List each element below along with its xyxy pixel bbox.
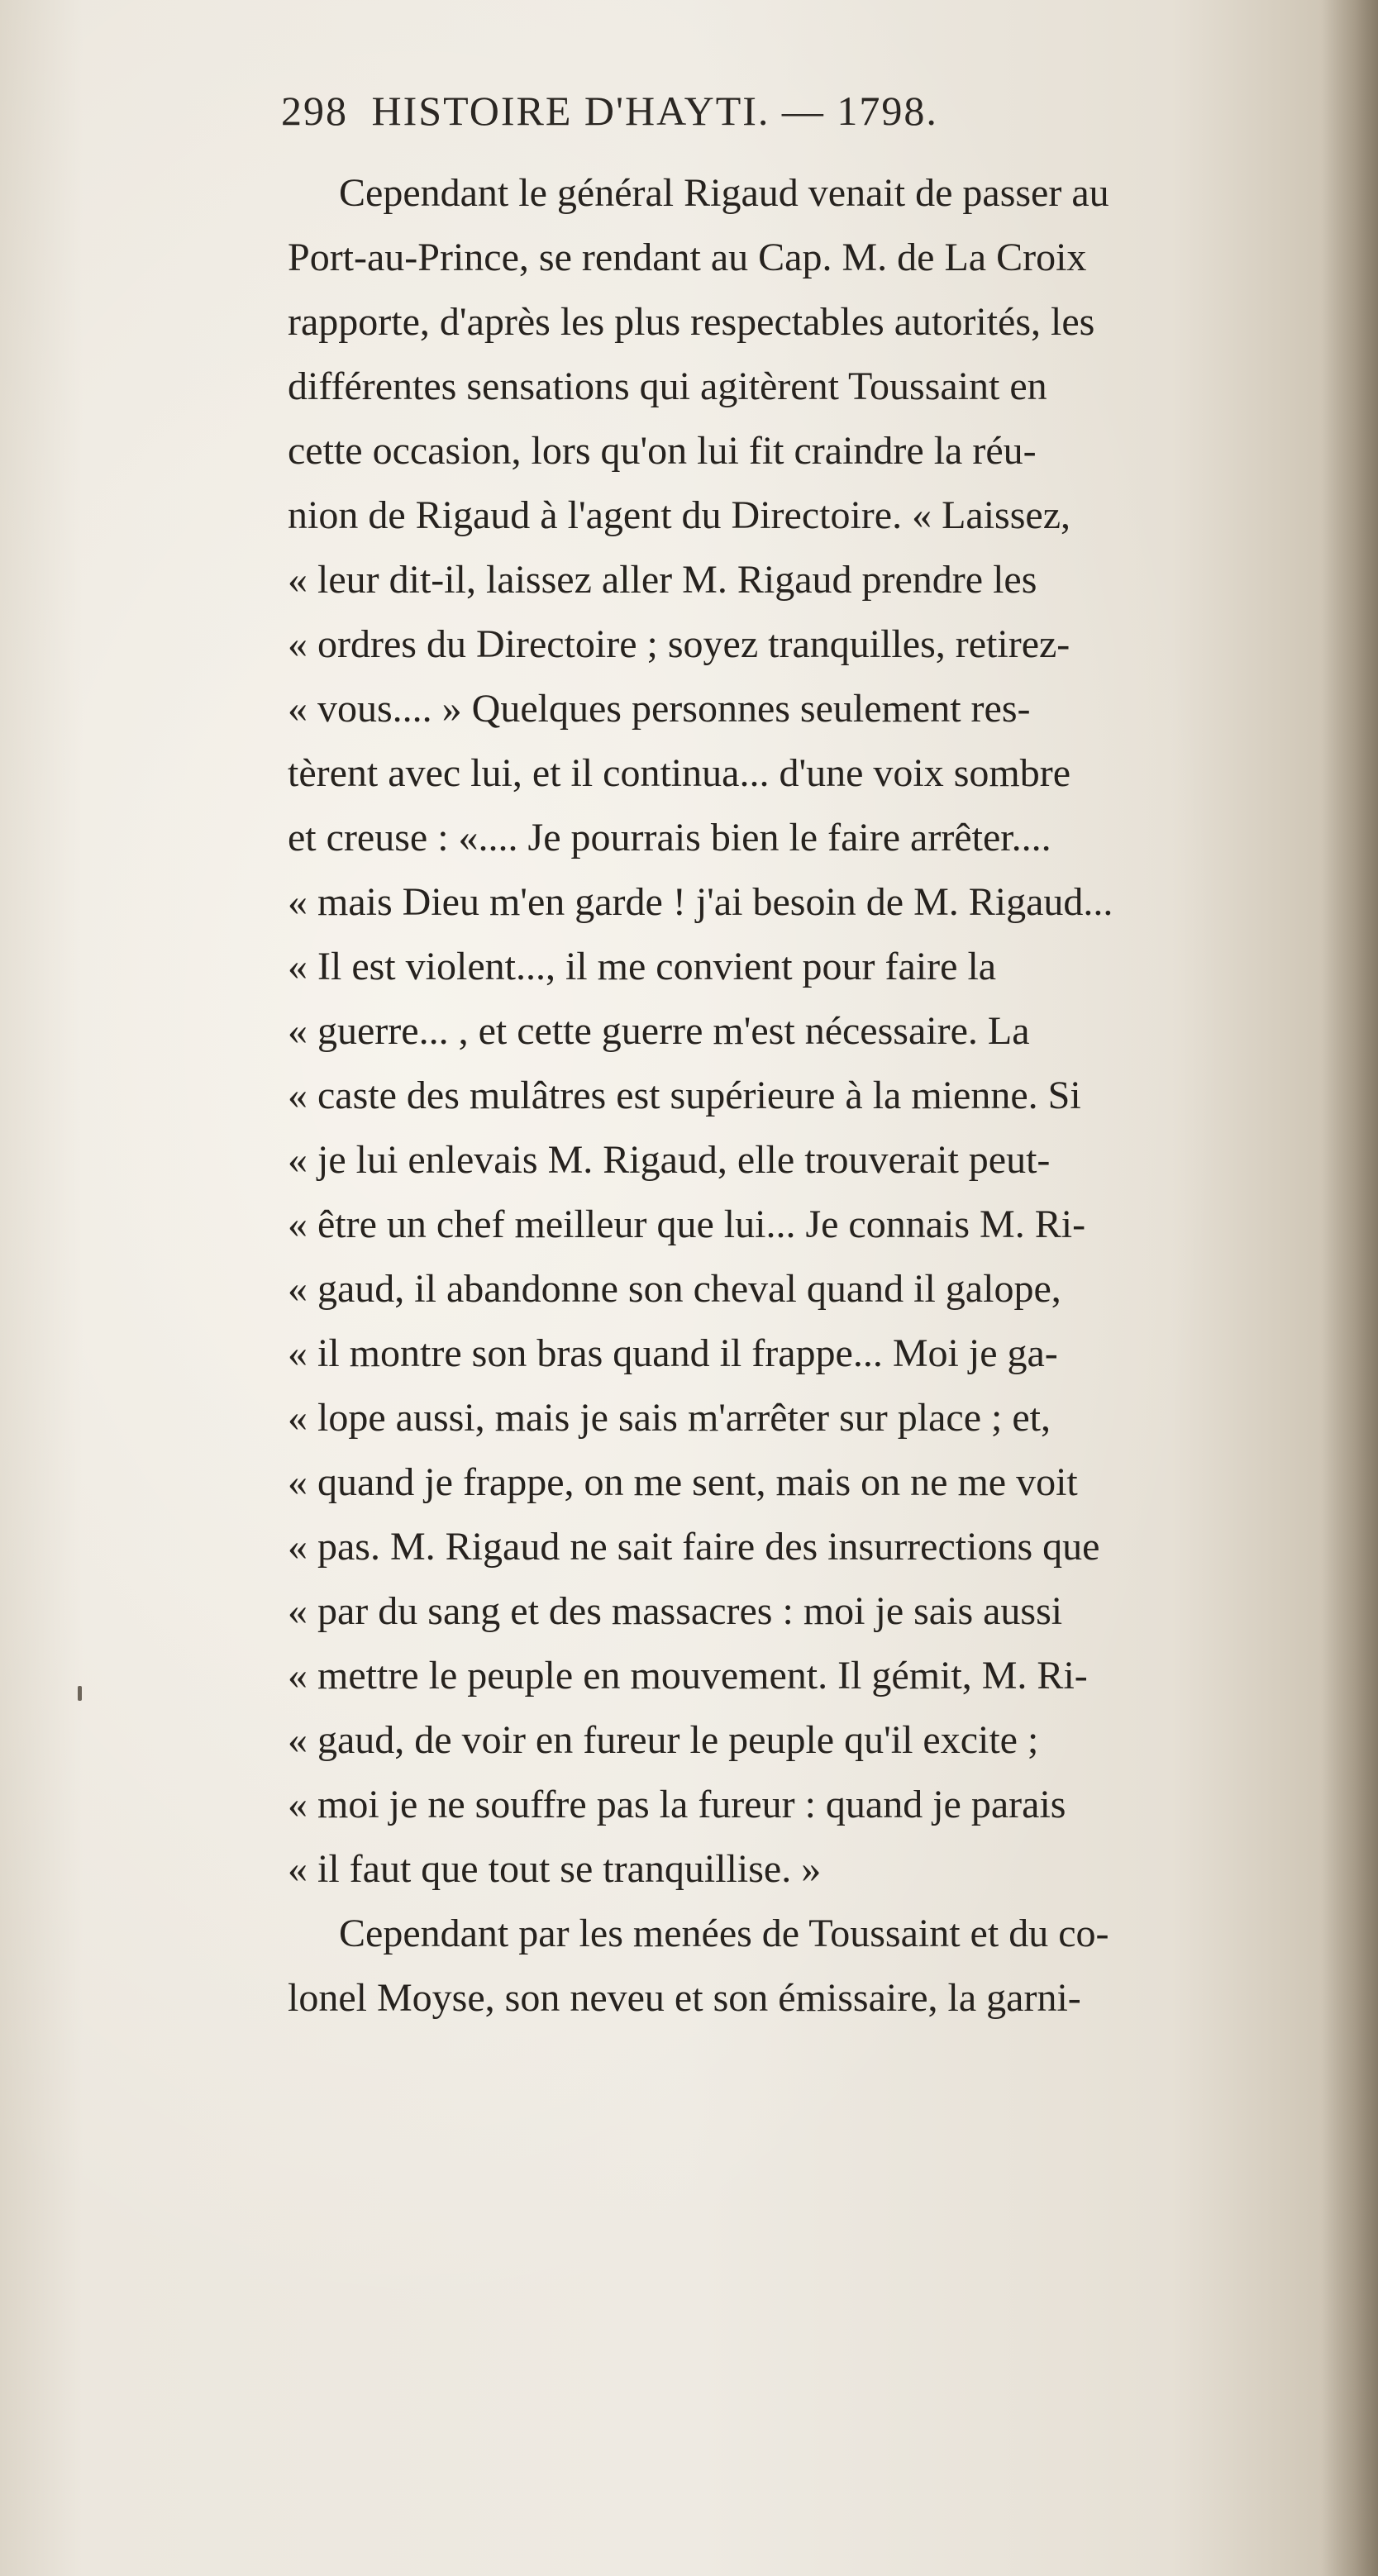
text-line: « vous.... » Quelques personnes seulement res-: [288, 687, 1031, 731]
text-line: « mettre le peuple en mouvement. Il gémit, M. Ri-: [288, 1654, 1088, 1697]
running-title: HISTOIRE D'HAYTI. — 1798.: [371, 88, 938, 134]
text-line: « quand je frappe, on me sent, mais on ne me voit: [288, 1460, 1078, 1504]
text-line: « ordres du Directoire ; soyez tranquilles, retirez-: [288, 622, 1070, 666]
text-line: « gaud, il abandonne son cheval quand il galope,: [288, 1267, 1061, 1311]
page-number: 298: [281, 88, 348, 134]
text-line: Cependant le général Rigaud venait de passer au: [339, 171, 1109, 215]
text-line: cette occasion, lors qu'on lui fit craindre la réu-: [288, 429, 1037, 473]
body-text: [288, 161, 1346, 2031]
text-line: « caste des mulâtres est supérieure à la mienne. Si: [288, 1074, 1081, 1117]
ink-mark: [78, 1686, 82, 1701]
text-line: « mais Dieu m'en garde ! j'ai besoin de M. Rigaud...: [288, 880, 1113, 924]
text-line: « Il est violent..., il me convient pour faire la: [288, 945, 997, 988]
text-line: différentes sensations qui agitèrent Toussaint en: [288, 364, 1047, 408]
text-line: rapporte, d'après les plus respectables autorités, les: [288, 300, 1095, 344]
text-line: « je lui enlevais M. Rigaud, elle trouverait peut-: [288, 1138, 1051, 1182]
text-line: « il faut que tout se tranquillise. »: [288, 1847, 822, 1891]
text-line: « gaud, de voir en fureur le peuple qu'il excite ;: [288, 1718, 1039, 1762]
text-line: lonel Moyse, son neveu et son émissaire, la garni-: [288, 1976, 1081, 2020]
text-line: et creuse : «.... Je pourrais bien le faire arrêter....: [288, 816, 1051, 859]
text-line: « leur dit-il, laissez aller M. Rigaud prendre les: [288, 558, 1037, 602]
text-line: « lope aussi, mais je sais m'arrêter sur place ; et,: [288, 1396, 1051, 1440]
text-line: Cependant par les menées de Toussaint et du co-: [339, 1912, 1109, 1955]
text-line: « pas. M. Rigaud ne sait faire des insurrections que: [288, 1525, 1100, 1569]
text-line: « guerre... , et cette guerre m'est nécessaire. La: [288, 1009, 1030, 1053]
text-line: tèrent avec lui, et il continua... d'une voix sombre: [288, 751, 1071, 795]
text-line: « il montre son bras quand il frappe... Moi je ga-: [288, 1331, 1058, 1375]
text-line: « être un chef meilleur que lui... Je connais M. Ri-: [288, 1202, 1086, 1246]
text-line: Port-au-Prince, se rendant au Cap. M. de La Croix: [288, 236, 1087, 279]
text-line: « par du sang et des massacres : moi je sais aussi: [288, 1589, 1063, 1633]
text-line: nion de Rigaud à l'agent du Directoire. « Laissez,: [288, 493, 1071, 537]
text-line: « moi je ne souffre pas la fureur : quand je parais: [288, 1783, 1066, 1826]
running-head: [281, 87, 1190, 135]
